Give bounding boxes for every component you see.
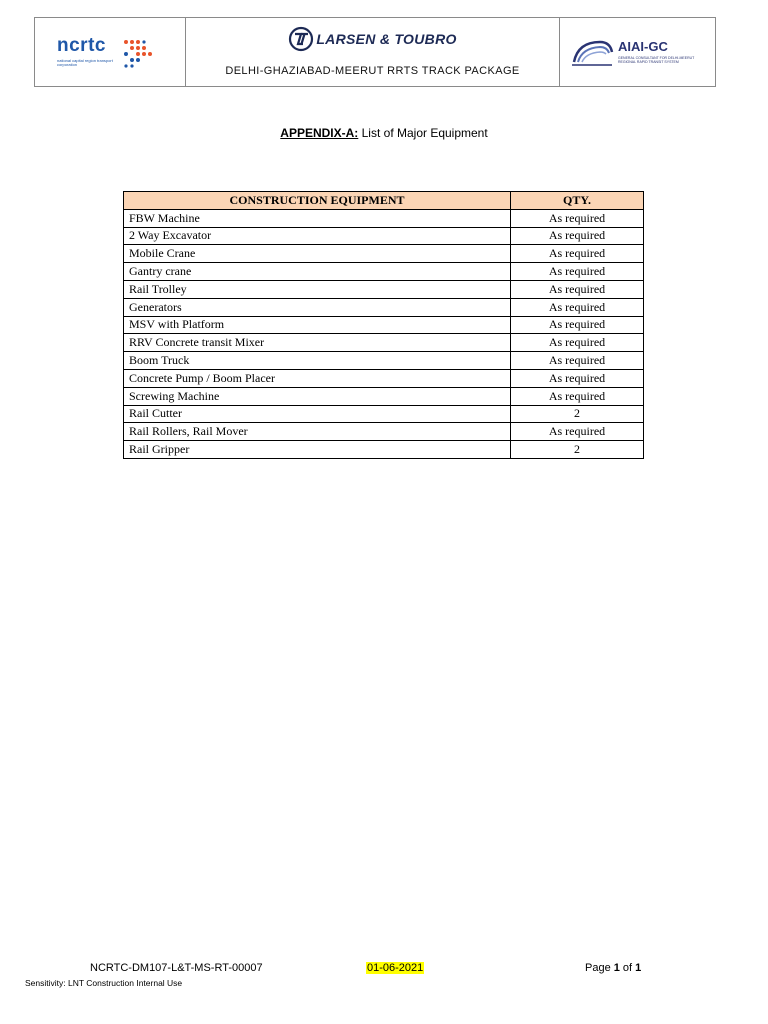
equipment-cell: FBW Machine [124, 209, 511, 227]
table-row [124, 441, 644, 459]
table-row [124, 405, 644, 423]
sensitivity-label: Sensitivity: LNT Construction Internal Use [25, 978, 183, 988]
equipment-cell: Concrete Pump / Boom Placer [124, 369, 511, 387]
header-center-cell [186, 18, 560, 86]
equipment-cell: Rail Cutter [124, 405, 511, 423]
table-row [124, 227, 644, 245]
company-name: LARSEN & TOUBRO [316, 31, 457, 47]
equipment-table [123, 191, 644, 459]
col-header-qty: QTY. [511, 192, 644, 210]
equipment-cell: RRV Concrete transit Mixer [124, 334, 511, 352]
qty-cell: As required [511, 369, 644, 387]
aiai-gc-logo: AIAI-GC GENERAL CONSULTANT FOR DELHI-MEERUT REGIONAL RAPID TRANSIT SYSTEM [570, 36, 710, 72]
equipment-cell: Rail Rollers, Rail Mover [124, 423, 511, 441]
table-row [124, 209, 644, 227]
equipment-cell: MSV with Platform [124, 316, 511, 334]
qty-cell: As required [511, 263, 644, 281]
table-row [124, 387, 644, 405]
equipment-cell: Rail Trolley [124, 280, 511, 298]
equipment-cell: Mobile Crane [124, 245, 511, 263]
table-row [124, 245, 644, 263]
qty-cell: As required [511, 245, 644, 263]
qty-cell: 2 [511, 405, 644, 423]
appendix-title [0, 126, 768, 140]
table-row [124, 423, 644, 441]
document-header [34, 17, 716, 87]
equipment-cell: Screwing Machine [124, 387, 511, 405]
qty-cell: As required [511, 352, 644, 370]
qty-cell: As required [511, 423, 644, 441]
header-right-cell [560, 18, 715, 86]
aiai-train-icon [570, 36, 614, 70]
qty-cell: 2 [511, 441, 644, 459]
lt-logo [186, 25, 559, 53]
qty-cell: As required [511, 227, 644, 245]
package-title: DELHI-GHAZIABAD-MEERUT RRTS TRACK PACKAGE [225, 65, 520, 77]
appendix-title-text: List of Major Equipment [358, 126, 488, 140]
appendix-label: APPENDIX-A: [280, 126, 359, 140]
qty-cell: As required [511, 280, 644, 298]
table-row [124, 352, 644, 370]
table-row [124, 334, 644, 352]
equipment-cell: 2 Way Excavator [124, 227, 511, 245]
qty-cell: As required [511, 298, 644, 316]
table-header-row [124, 192, 644, 210]
table-row [124, 263, 644, 281]
table-row [124, 369, 644, 387]
equipment-cell: Rail Gripper [124, 441, 511, 459]
header-left-cell [35, 18, 186, 86]
table-row [124, 316, 644, 334]
table-row [124, 298, 644, 316]
equipment-cell: Generators [124, 298, 511, 316]
qty-cell: As required [511, 334, 644, 352]
equipment-cell: Gantry crane [124, 263, 511, 281]
ncrtc-logo: ncrtc national capital region transport corporation [57, 35, 167, 71]
equipment-cell: Boom Truck [124, 352, 511, 370]
qty-cell: As required [511, 316, 644, 334]
col-header-equipment: CONSTRUCTION EQUIPMENT [124, 192, 511, 210]
qty-cell: As required [511, 209, 644, 227]
page-number: Page 1 of 1 [585, 962, 642, 974]
table-row [124, 280, 644, 298]
lt-emblem-icon [288, 26, 314, 52]
ncrtc-dots-icon [121, 38, 161, 68]
document-date: 01-06-2021 [367, 962, 424, 974]
document-number: NCRTC-DM107-L&T-MS-RT-00007 [90, 962, 263, 974]
qty-cell: As required [511, 387, 644, 405]
